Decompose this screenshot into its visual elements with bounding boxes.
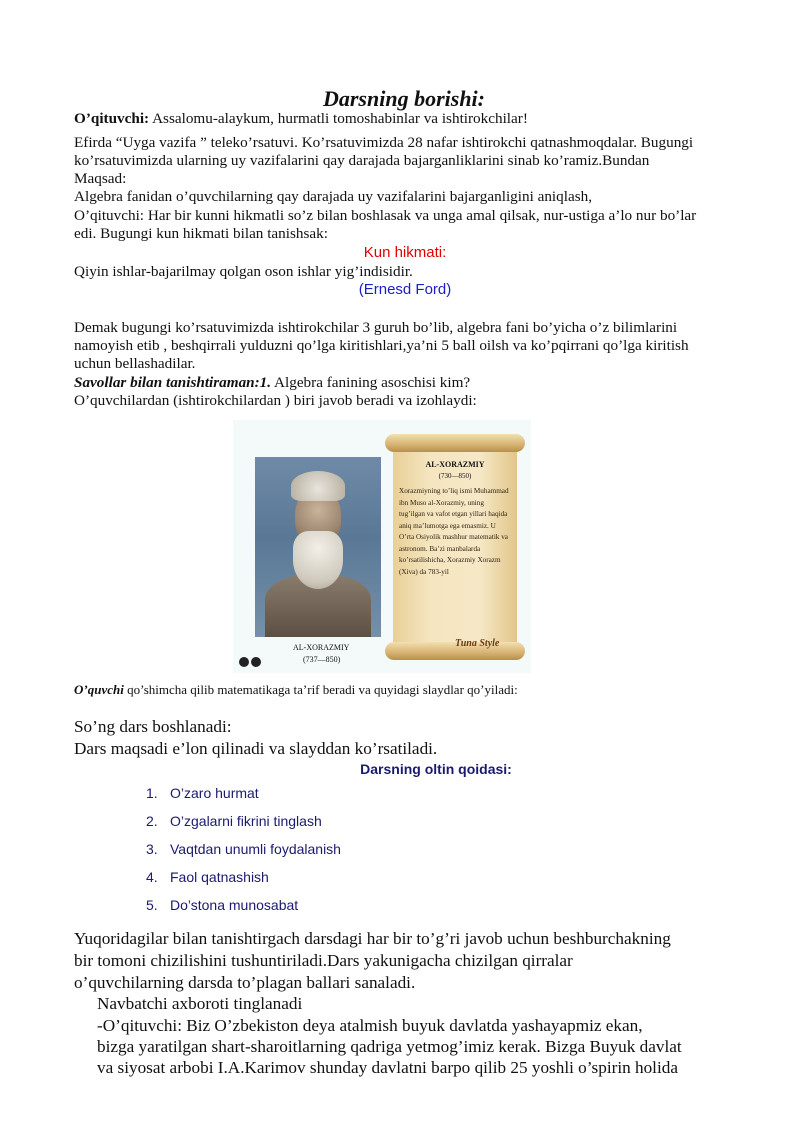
quote-heading: Kun hikmati:	[363, 244, 447, 261]
competition-line-1: Demak bugungi ko’rsatuvimizda ishtirokchilar 3 guruh bo’lib, algebra fani bo’yicha o’z bilimlarini	[74, 319, 678, 336]
intro-line-4: Algebra fanidan o’quvchilarning qay darajada uy vazifalarini bajarganligini aniqlash,	[74, 188, 593, 205]
portrait-image	[255, 457, 381, 637]
scroll-panel	[385, 432, 525, 662]
lesson-start-line-2: Dars maqsadi e’lon qilinadi va slayddan ko’rsatiladi.	[74, 739, 438, 758]
teacher-speech-line-1: -O’qituvchi: Biz O’zbekiston deya atalmish buyuk davlatda yashayapmiz ekan,	[97, 1016, 643, 1035]
answer-instruction: O’quvchilardan (ishtirokchilardan ) biri javob beradi va izohlaydi:	[74, 392, 477, 409]
competition-line-2: namoyish etib , beshqirrali yulduzni qo’lga kiritishlari,ya’ni 5 ball oilsh va ko’pqirrani qo’lga kiritish	[74, 337, 689, 354]
intro-line-6: edi. Bugungi kun hikmati bilan tanishsak:	[74, 225, 328, 242]
explanation-line-2: bir tomoni chizilishini tushuntiriladi.Dars yakunigacha chizilgan qirralar	[74, 951, 573, 970]
teacher-greeting	[74, 110, 528, 128]
intro-line-5: O’qituvchi: Har bir kunni hikmatli so’z bilan boshlasak va unga amal qilsak, nur-ustiga a’lo nur bo’lar	[74, 207, 697, 224]
quote-text: Qiyin ishlar-bajarilmay qolgan oson ishlar yig’indisidir.	[74, 263, 413, 280]
nav-dots-icon	[239, 654, 263, 672]
duty-report-line: Navbatchi axboroti tinglanadi	[97, 994, 303, 1013]
question-line	[74, 374, 470, 392]
portrait-caption-name: AL-XORAZMIY	[293, 643, 350, 652]
teacher-speech-line-2: bizga yaratilgan shart-sharoitlarning qadriga yetmog’imiz kerak. Bizga Buyuk davlat	[97, 1037, 682, 1056]
intro-line-1: Efirda “Uyga vazifa ” teleko’rsatuvi. Ko’rsatuvimizda 28 nafar ishtirokchi qatnashmoqdalar. Bugungi	[74, 134, 694, 151]
scroll-title: AL-XORAZMIY	[425, 460, 485, 469]
student-addition	[74, 681, 518, 699]
al-khwarizmi-illustration	[233, 420, 531, 673]
question-text: Algebra fanining asoschisi kim?	[271, 374, 471, 391]
portrait-caption-dates: (737—850)	[303, 655, 341, 664]
scroll-text: Xorazmiyning to’liq ismi Muhammad ibn Muso al-Xorazmiy, uning tug’ilgan va vafot etgan yillari haqida aniq ma’lumotga ega emasmiz. U O’rta Osiyolik mashhur matematik va astronom. Ba’zi manbalarda ko’rsatilishicha, Xorazmiy Xorazm (Xiva) da 783-yil	[399, 487, 509, 576]
page-title: Darsning borishi:	[322, 86, 485, 111]
list-item: 3. Vaqtdan unumli foydalanish	[146, 841, 341, 857]
rules-title: Darsning oltin qoidasi:	[360, 761, 512, 777]
student-text: qo’shimcha qilib matematikaga ta’rif beradi va quyidagi slaydlar qo’yiladi:	[123, 682, 518, 697]
explanation-line-3: o’quvchilarning darsda to’plagan ballari sanaladi.	[74, 973, 416, 992]
student-label: O’quvchi	[74, 682, 124, 697]
list-item: 1. O’zaro hurmat	[146, 785, 259, 801]
intro-line-3: Maqsad:	[74, 170, 127, 187]
greeting-text: Assalomu-alaykum, hurmatli tomoshabinlar va ishtirokchilar!	[149, 110, 528, 127]
quote-author: (Ernesd Ford)	[358, 281, 452, 298]
lesson-start-line-1: So’ng dars boshlanadi:	[74, 717, 232, 736]
list-item: 5. Do’stona munosabat	[146, 897, 299, 913]
list-item: 2. O’zgalarni fikrini tinglash	[146, 813, 322, 829]
rules-list	[146, 785, 341, 925]
scroll-dates: (730—850)	[438, 472, 472, 480]
explanation-line-1: Yuqoridagilar bilan tanishtirgach darsdagi har bir to’g’ri javob uchun beshburchakning	[74, 929, 671, 948]
teacher-speech-line-3: va siyosat arbobi I.A.Karimov shunday davlatni barpo qilib 25 yoshli o’spirin holida	[97, 1058, 678, 1077]
signature-logo: Tuna Style	[455, 638, 500, 649]
speaker-label: O’qituvchi:	[74, 110, 150, 127]
competition-line-3: uchun bellashadilar.	[74, 355, 196, 372]
list-item: 4. Faol qatnashish	[146, 869, 269, 885]
intro-line-2: ko’rsatuvimizda ularning uy vazifalarini qay darajada bajarganliklarini sinab ko’ramiz.Bundan	[74, 152, 650, 169]
question-label: Savollar bilan tanishtiraman:1.	[74, 374, 272, 391]
